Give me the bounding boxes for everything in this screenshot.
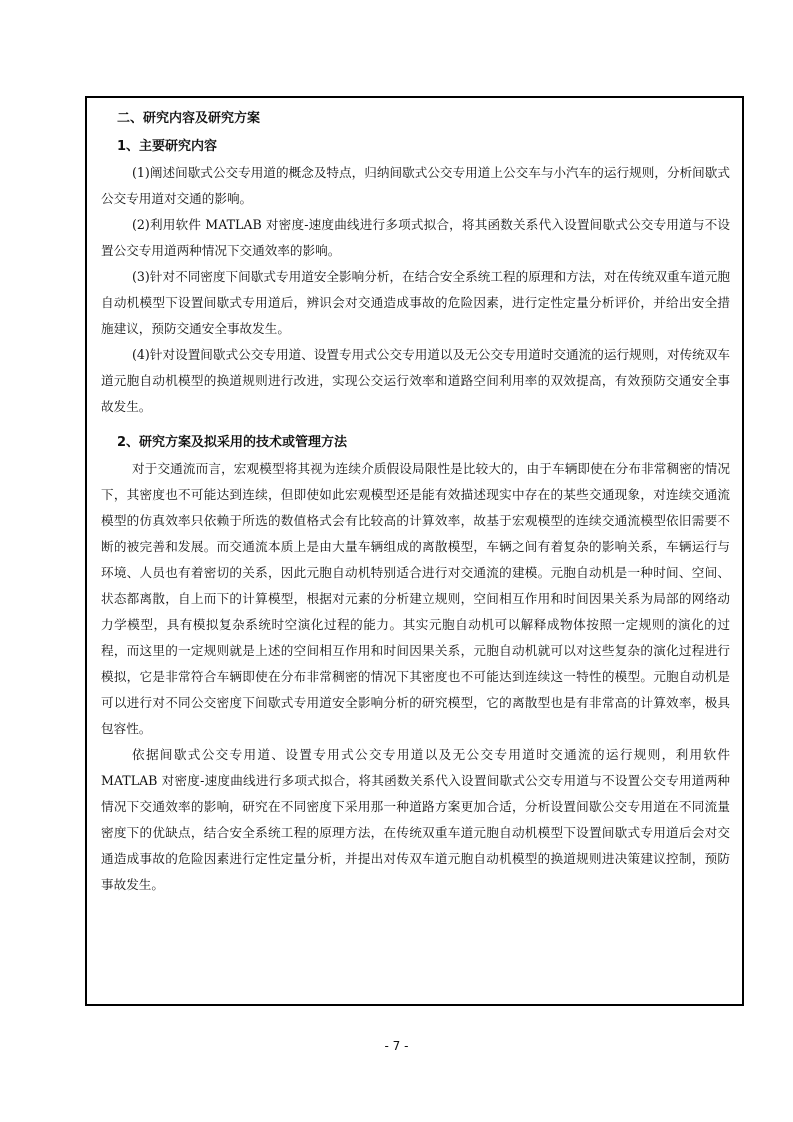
- paragraph: (4)针对设置间歇式公交专用道、设置专用式公交专用道以及无公交专用道时交通流的运行规则，对传统双车道元胞自动机模型的换道规则进行改进，实现公交运行效率和道路空间利用率的双效提高，有效预防交通安全事故发生。: [101, 347, 730, 414]
- page-number: - 7 -: [384, 1039, 409, 1053]
- content-body: [101, 106, 730, 898]
- paragraph: 对于交通流而言，宏观模型将其视为连续介质假设局限性是比较大的，由于车辆即使在分布非常稠密的情况下，其密度也不可能达到连续，但即使如此宏观模型还是能有效描述现实中存在的某些交通现象，对连续交通流模型的仿真效率只依赖于所选的数值格式会有比较高的计算效率，故基于宏观模型的连续交通流模型依旧需要不断的被完善和发展。而交通流本质上是由大量车辆组成的离散模型，车辆之间有着复杂的影响关系，车辆运行与环境、人员也有着密切的关系，因此元胞自动机特别适合进行对交通流的建模。元胞自动机是一种时间、空间、状态都离散，自上而下的计算模型，根据对元素的分析建立规则，空间相互作用和时间因果关系为局部的网络动力学模型，具有模拟复杂系统时空演化过程的能力。其实元胞自动机可以解释成物体按照一定规则的演化的过程，而这里的一定规则就是上述的空间相互作用和时间因果关系，元胞自动机就可以对这些复杂的演化过程进行模拟，它是非常符合车辆即使在分布非常稠密的情况下其密度也不可能达到连续这一特性的模型。元胞自动机是可以进行对不同公交密度下间歇式专用道安全影响分析的研究模型，它的离散型也是有非常高的计算效率，极具包容性。: [101, 461, 730, 736]
- paragraph: 依据间歇式公交专用道、设置专用式公交专用道以及无公交专用道时交通流的运行规则，利用软件 MATLAB 对密度-速度曲线进行多项式拟合，将其函数关系代入设置间歇式公交专用道与不设置公交专用道两种情况下交通效率的影响，研究在不同密度下采用那一种道路方案更加合适，分析设置间歇公交专用道在不同流量密度下的优缺点，结合安全系统工程的原理方法，在传统双重车道元胞自动机模型下设置间歇式专用道后会对交通造成事故的危险因素进行定性定量分析，并提出对传双车道元胞自动机模型的换道规则进决策建议控制，预防事故发生。: [101, 747, 730, 892]
- subsection-heading-research-plan: 2、研究方案及拟采用的技术或管理方法: [117, 435, 348, 450]
- section-heading: 二、研究内容及研究方案: [117, 111, 261, 126]
- content-frame: [85, 96, 744, 1006]
- paragraph: (1)阐述间歇式公交专用道的概念及特点，归纳间歇式公交专用道上公交车与小汽车的运行规则，分析间歇式公交专用道对交通的影响。: [101, 165, 730, 206]
- paragraph: (2)利用软件 MATLAB 对密度-速度曲线进行多项式拟合，将其函数关系代入设置间歇式公交专用道与不设置公交专用道两种情况下交通效率的影响。: [101, 217, 730, 258]
- paragraph: (3)针对不同密度下间歇式专用道安全影响分析，在结合安全系统工程的原理和方法，对在传统双重车道元胞自动机模型下设置间歇式专用道后，辨识会对交通造成事故的危险因素，进行定性定量分析评价，并给出安全措施建议，预防交通安全事故发生。: [101, 269, 730, 336]
- subsection-heading-research-content: 1、主要研究内容: [117, 139, 218, 154]
